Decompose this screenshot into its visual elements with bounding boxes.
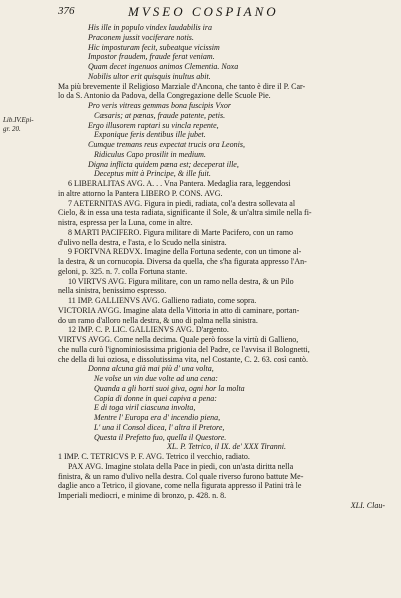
catchword: XLI. Clau-: [350, 500, 385, 510]
text-line: finistra, & un ramo d'ulivo nella destra. Col quale riverso furono battute Me-: [58, 471, 304, 481]
verse-line: Mentre l' Europa era d' incendio piena,: [94, 413, 221, 422]
text-line: che nulla curò l'ignominiosissima prigionia del Padre, ce l'avvisa il Bolognetti,: [58, 344, 310, 354]
text-line: geloni, p. 325. n. 7. colla Fortuna stante.: [58, 266, 188, 276]
text-line: VIRTVS AVGG. Come nella decima. Quale però fosse la virtù di Gallieno,: [58, 335, 299, 344]
verse-line: Exponique feris dentibus ille jubet.: [94, 130, 206, 140]
verse-line: Digna inflicta quidem pœna est; deceperat ille,: [88, 159, 239, 169]
text-line: 11 IMP. GALLIENVS AVG. Gallieno radiato, come sopra.: [68, 296, 257, 305]
verse-line: Ridiculus Capo prosilit in medium.: [94, 149, 206, 159]
text-line: 8 MARTI PACIFERO. Figura militare di Marte Pacifero, con un ramo: [68, 227, 293, 237]
verse-line: E di toga viril ciascuna involta,: [94, 403, 196, 413]
verse-line: Questa il Prefetto fuo, quella il Questore.: [94, 432, 227, 442]
verse-line: Cumque tremans reus expectat trucis ora Leonis,: [88, 140, 245, 149]
page-header: [58, 5, 387, 19]
text-line: Cielo, & in essa una testa radiata, significante il Sole, & un'altra simile nella fi-: [58, 208, 312, 218]
verse-line: Cæsaris; at pœnas, fraude patente, petis.: [94, 110, 226, 120]
text-line: Imperiali mediocri, e minime di bronzo, p. 428. n. 8.: [58, 491, 227, 500]
text-line: 6 LIBERALITAS AVG. A. . . Vna Pantera. Medaglia rara, leggendosi: [68, 179, 291, 188]
body-text: [58, 23, 395, 511]
text-line: do un ramo d'alloro nella destra, & uno di palma nella sinistra.: [58, 315, 258, 325]
running-title: MVSEO COSPIANO: [128, 4, 279, 19]
page-number: 376: [58, 5, 75, 17]
text-line: in altre attorno la Pantera LIBERO P. CONS. AVG.: [58, 188, 223, 198]
verse-line: Ne volse un vin due volte ad una cena:: [94, 374, 218, 383]
margin-note-line: gr. 20.: [3, 125, 21, 133]
verse-line: Donna alcuna già mai più d' una volta,: [88, 364, 214, 374]
verse-line: Hic imposturam fecit, subeatque vicissim: [88, 42, 220, 52]
text-line: daglie anco a Tetrico, il giovane, come nella figurata appresso il Patini trà le: [58, 481, 302, 491]
text-line: 12 IMP. C. P. LIC. GALLIENVS AVG. D'argento.: [68, 325, 229, 335]
verse-line: L' una il Consol dicea, l' altra il Pretore,: [94, 422, 225, 432]
verse-line: Quam decet ingenuos animos Clementia. Noxa: [88, 62, 239, 71]
verse-line: Nobilis ultor erit quisquis inultus abit.: [88, 71, 211, 81]
text-line: Ma più brevemente il Religioso Marziale d'Ancona, che tanto è dire il P. Car-: [58, 81, 306, 91]
text-line: 9 FORTVNA REDVX. Imagine della Fortuna sedente, con un timone al-: [68, 247, 302, 257]
verse-line: Copia di donne in quei capiva a pena:: [94, 393, 217, 403]
verse-line: Ergo illusorem raptari su vincla repente,: [88, 120, 219, 130]
verse-line: Deceptus mitt à Principe, & ille fuit.: [94, 169, 211, 179]
text-line: 7 AETERNITAS AVG. Figura in piedi, radiata, col'a destra sollevata al: [68, 198, 296, 208]
text-line: nistra, espressa per la Luna, come in altre.: [58, 218, 193, 227]
text-line: d'ulivo nella destra, e l'asta, e lo Scudo nella sinistra.: [58, 237, 227, 247]
verse-line: Praconem jussit vociferare notis.: [88, 32, 194, 42]
verse-line: Impostor fraudem, fraude ferat veniam.: [88, 52, 215, 62]
section-heading: XL. P. Tetrico, il IX. de' XXX Tiranni.: [166, 442, 287, 452]
verse-line: Quanda a gli horti suoi giva, ogni hor la molta: [94, 383, 245, 393]
text-line: VICTORIA AVGG. Imagine alata della Vittoria in atto di caminare, portan-: [58, 305, 300, 315]
text-line: PAX AVG. Imagine stolata della Pace in piedi, con un'asta diritta nella: [68, 461, 294, 471]
text-line: 10 VIRTVS AVG. Figura militare, con un ramo nella destra, & un Pilo: [68, 276, 294, 286]
text-line: nella sinistra, benissimo espresso.: [58, 286, 167, 296]
verse-line: Pro veris vitreas gemmas bona fuscipis Vxor: [88, 101, 231, 110]
margin-note: [3, 116, 43, 134]
verse-line: His ille in populo vindex laudabilis ira: [88, 23, 212, 32]
text-line: 1 IMP. C. TETRICVS P. F. AVG. Tetrico il vecchio, radiato.: [58, 452, 250, 461]
text-line: la destra, & un cornucopia. Diversa da quella, che s'ha figurata appresso l'An-: [58, 257, 307, 266]
margin-note-line: Lib.IV.Epi-: [3, 116, 34, 124]
text-line: lo da S. Antonio da Padova, della Congregazione delle Scuole Pie.: [58, 91, 271, 101]
text-line: che della di lui oziosa, e dissolutissima vita, nel Costante, C. 2. 63. così cantò.: [58, 354, 308, 364]
